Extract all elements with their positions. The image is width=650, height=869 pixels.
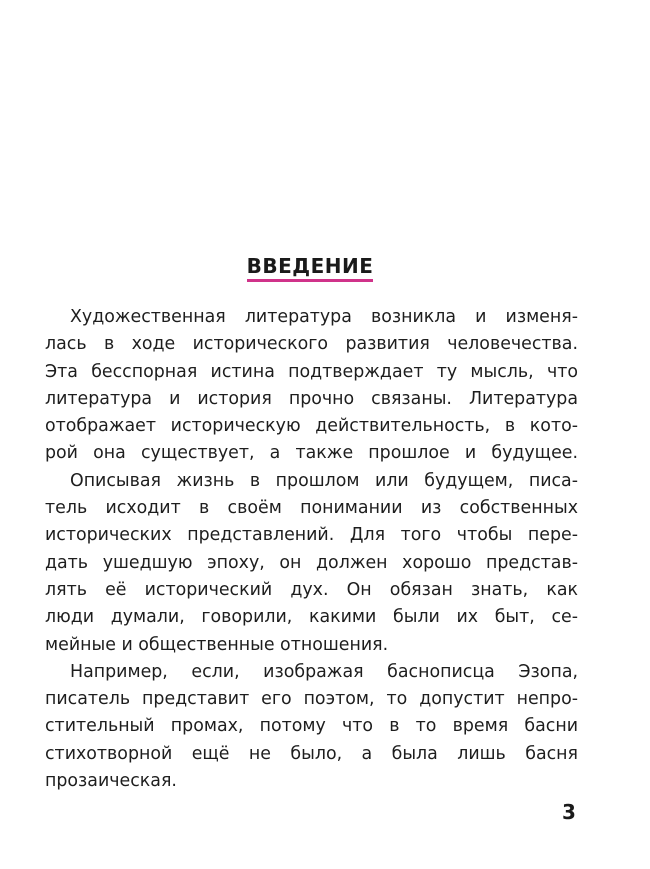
paragraph-2-line-2: тель исходит в своём понимании из собственных [45,498,578,519]
paragraph-1-line-5: отображает историческую действительность, в кото- [45,416,578,437]
page-number: 3 [562,800,576,824]
paragraph-3-line-5: прозаическая. [45,771,177,792]
paragraph-3-line-2: писатель представит его поэтом, то допустит непро- [45,689,578,710]
paragraph-2-line-1: Описывая жизнь в прошлом или будущем, писа- [70,470,578,491]
paragraph-1-line-2: лась в ходе исторического развития человечества. [45,334,578,355]
paragraph-2-line-6: люди думали, говорили, какими были их быт, се- [45,607,578,628]
paragraph-2-line-7: мейные и общественные отношения. [45,634,389,655]
paragraph-1-line-3: Эта бесспорная истина подтверждает ту мысль, что [45,361,578,382]
paragraph-1-line-6: рой она существует, а также прошлое и будущее. [45,443,578,464]
chapter-title: ВВЕДЕНИЕ [247,255,374,282]
paragraph-3-line-4: стихотворной ещё не было, а была лишь басня [45,743,578,764]
paragraph-2-line-3: исторических представлений. Для того чтобы пере- [45,525,578,546]
chapter-heading [0,255,620,282]
paragraph-3-line-3: стительный промах, потому что в то время басни [45,716,578,737]
body-text [45,304,578,795]
paragraph-3-line-1: Например, если, изображая баснописца Эзопа, [70,661,578,682]
paragraph-1-line-1: Художественная литература возникла и изменя- [70,307,578,327]
paragraph-2-line-4: дать ушедшую эпоху, он должен хорошо представ- [45,552,578,573]
paragraph-1-line-4: литература и история прочно связаны. Литература [45,388,578,409]
paragraph-2-line-5: лять её исторический дух. Он обязан знать, как [45,579,578,600]
